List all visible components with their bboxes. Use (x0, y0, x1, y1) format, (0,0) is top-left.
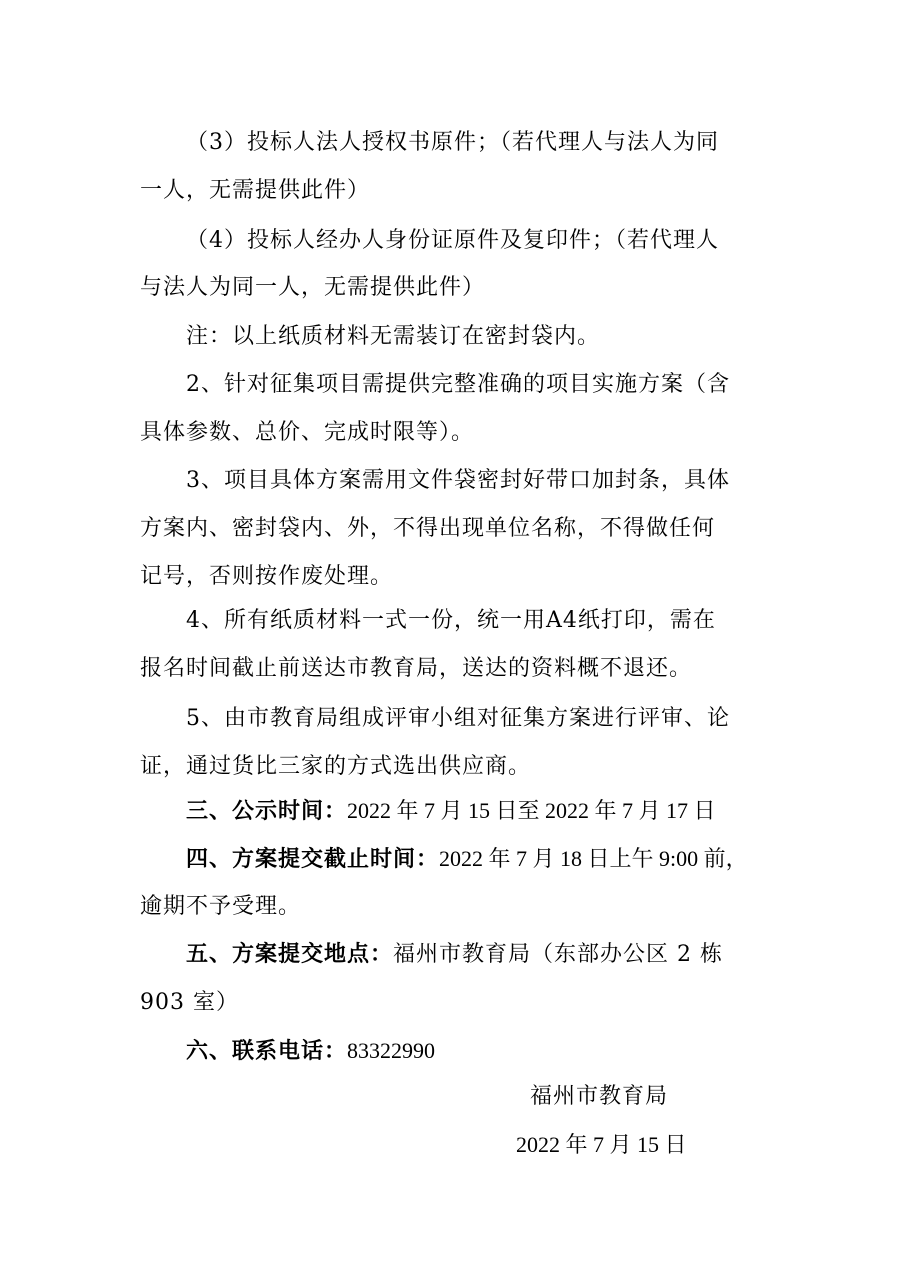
p4-line1: （4）投标人经办人身份证原件及复印件；（若代理人 (186, 228, 719, 253)
item4-line1: 4、所有纸质材料一式一份，统一用A4纸打印，需在 (186, 608, 716, 633)
item3-line3: 记号，否则按作废处理。 (140, 564, 394, 589)
section4-line1 (186, 844, 748, 875)
section5-value: 福州市教育局（东部办公区 2 栋 (393, 942, 723, 967)
section4-value: 2022 年 7 月 18 日上午 9:00 前， (439, 846, 748, 871)
section3-value: 2022 年 7 月 15 日至 2022 年 7 月 17 日 (347, 798, 716, 823)
section3-heading: 三、公示时间： (186, 799, 348, 824)
item4-line2: 报名时间截止前送达市教育局，送达的资料概不退还。 (140, 656, 693, 681)
section5-line2: 903 室） (140, 990, 239, 1015)
section5-line1 (186, 940, 723, 970)
p4-line2: 与法人为同一人，无需提供此件） (140, 275, 486, 300)
section6-heading: 六、联系电话： (186, 1039, 348, 1064)
section4-heading: 四、方案提交截止时间： (186, 847, 440, 872)
item3-line1: 3、项目具体方案需用文件袋密封好带口加封条，具体 (186, 468, 730, 493)
item3-line2: 方案内、密封袋内、外，不得出现单位名称，不得做任何 (140, 516, 716, 541)
section6-line (186, 1036, 435, 1067)
p3-line2: 一人，无需提供此件） (140, 178, 371, 203)
section3-line (186, 796, 716, 827)
signature-date: 2022 年 7 月 15 日 (516, 1132, 687, 1157)
item5-line1: 5、由市教育局组成评审小组对征集方案进行评审、论 (186, 706, 730, 731)
section5-heading: 五、方案提交地点： (186, 942, 394, 967)
section4-line2: 逾期不予受理。 (140, 894, 302, 919)
signature-org: 福州市教育局 (530, 1084, 669, 1109)
item2-line2: 具体参数、总价、完成时限等）。 (140, 420, 475, 445)
p3-line1: （3）投标人法人授权书原件；（若代理人与法人为同 (186, 130, 719, 155)
item2-line1: 2、针对征集项目需提供完整准确的项目实施方案（含 (186, 372, 730, 397)
item5-line2: 证，通过货比三家的方式选出供应商。 (140, 754, 532, 779)
note-line: 注：以上纸质材料无需装订在密封袋内。 (186, 324, 601, 349)
section6-value: 83322990 (347, 1038, 436, 1063)
